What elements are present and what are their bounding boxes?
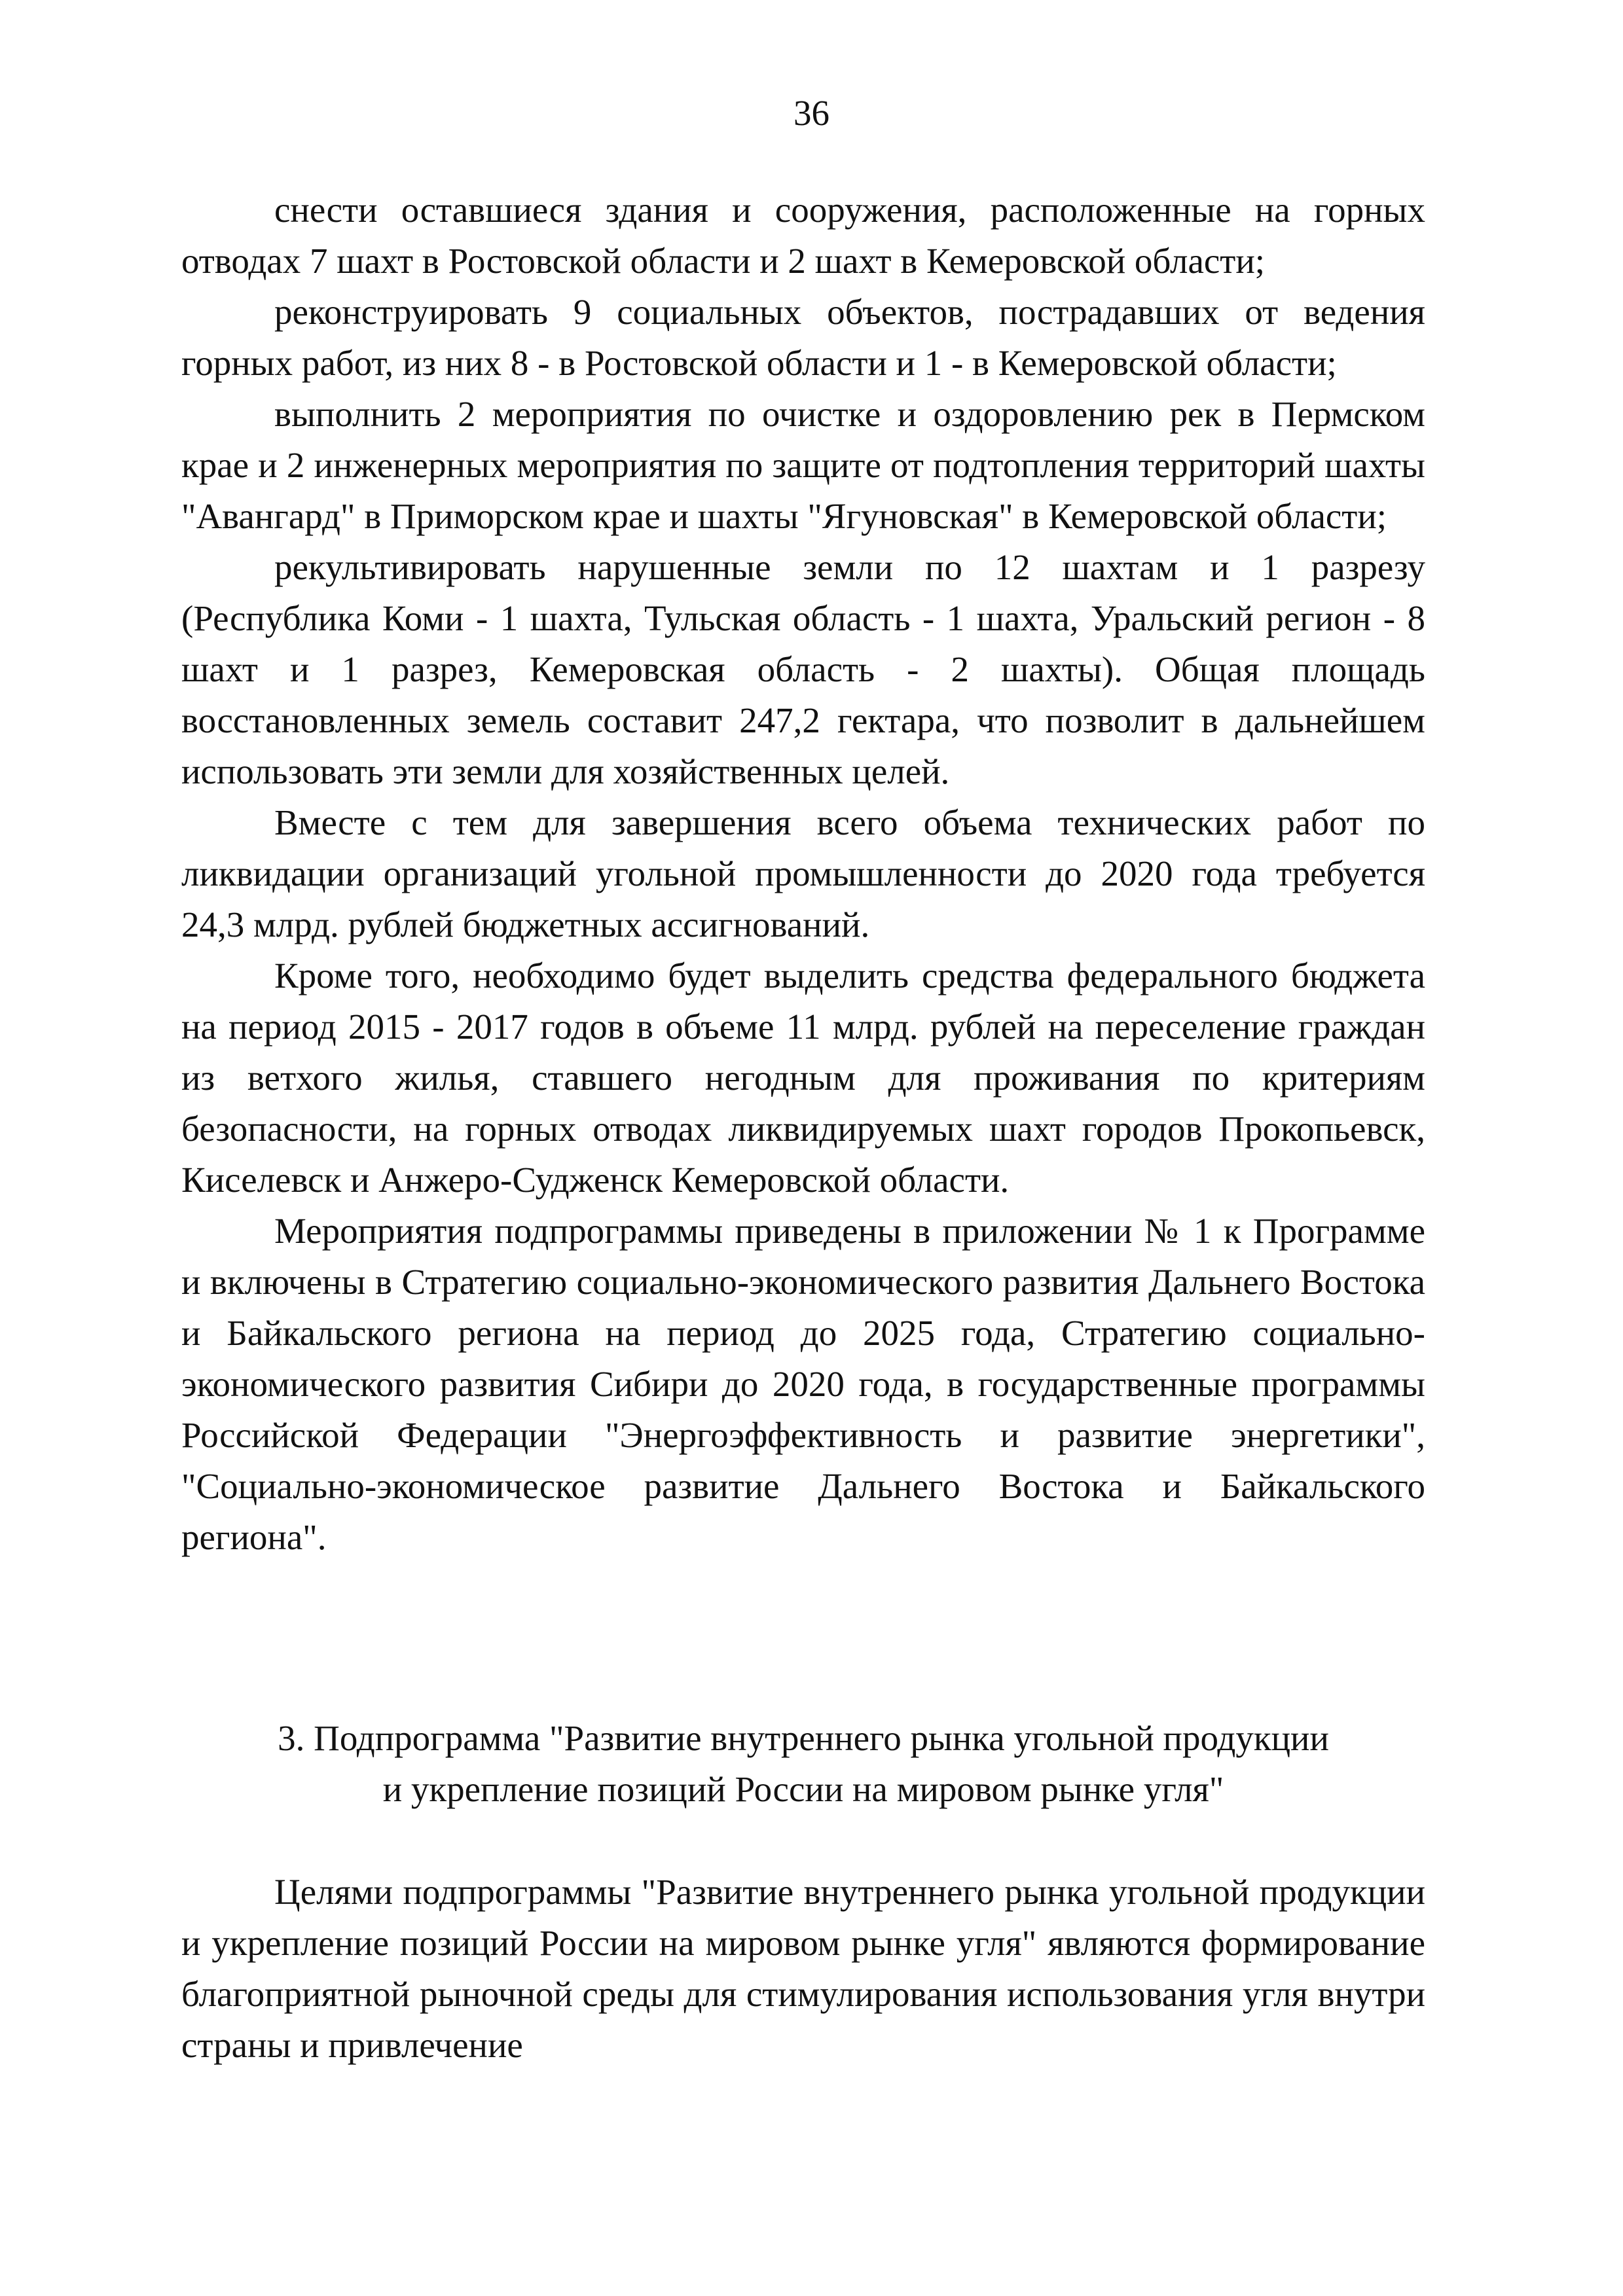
body-text [181,185,1425,1563]
paragraph-subprogram-activities: Мероприятия подпрограммы приведены в приложении № 1 к Программе и включены в Стратегию социально-экономического развития Дальнего Востока и Байкальского региона на период до 2025 года, Стратегию социально-экономического развития Сибири до 2020 года, в государственные программы Российской Федерации "Энергоэффективность и развитие энергетики", "Социально-экономическое развитие Дальнего Востока и Байкальского региона". [181,1211,1425,1557]
paragraph-reconstruct-objects: реконструировать 9 социальных объектов, пострадавших от ведения горных работ, из них 8 - в Ростовской области и 1 - в Кемеровской области; [181,292,1425,383]
paragraph-river-cleanup: выполнить 2 мероприятия по очистке и оздоровлению рек в Пермском крае и 2 инженерных мероприятия по защите от подтопления территорий шахты "Авангард" в Приморском крае и шахты "Ягуновская" в Кемеровской области; [181,394,1425,536]
paragraph-resettlement: Кроме того, необходимо будет выделить средства федерального бюджета на период 2015 - 2017 годов в объеме 11 млрд. рублей на переселение граждан из ветхого жилья, ставшего негодным для проживания по критериям безопасности, на горных отводах ликвидируемых шахт городов Прокопьевск, Киселевск и Анжеро-Судженск Кемеровской области. [181,956,1425,1200]
paragraph-land-recultivation: рекультивировать нарушенные земли по 12 шахтам и 1 разрезу (Республика Коми - 1 шахта, Тульская область - 1 шахта, Уральский регион - 8 шахт и 1 разрез, Кемеровская область - 2 шахты). Общая площадь восстановленных земель составит 247,2 гектара, что позволит в дальнейшем использовать эти земли для хозяйственных целей. [181,547,1425,791]
paragraph-funding-required: Вместе с тем для завершения всего объема технических работ по ликвидации организаций угольной промышленности до 2020 года требуется 24,3 млрд. рублей бюджетных ассигнований. [181,802,1425,944]
section-heading [181,1713,1425,1815]
paragraph-demolish-buildings: снести оставшиеся здания и сооружения, расположенные на горных отводах 7 шахт в Ростовской области и 2 шахт в Кемеровской области; [181,190,1425,281]
section-body-text [181,1867,1425,2071]
section-heading-line-2: и укрепление позиций России на мировом рынке угля" [382,1769,1224,1809]
page-number: 36 [793,93,830,133]
section-heading-line-1: 3. Подпрограмма "Развитие внутреннего рынка угольной продукции [278,1718,1329,1758]
paragraph-subprogram-goals: Целями подпрограммы "Развитие внутреннего рынка угольной продукции и укрепление позиций России на мировом рынке угля" являются формирование благоприятной рыночной среды для стимулирования использования угля внутри страны и привлечение [181,1872,1425,2065]
